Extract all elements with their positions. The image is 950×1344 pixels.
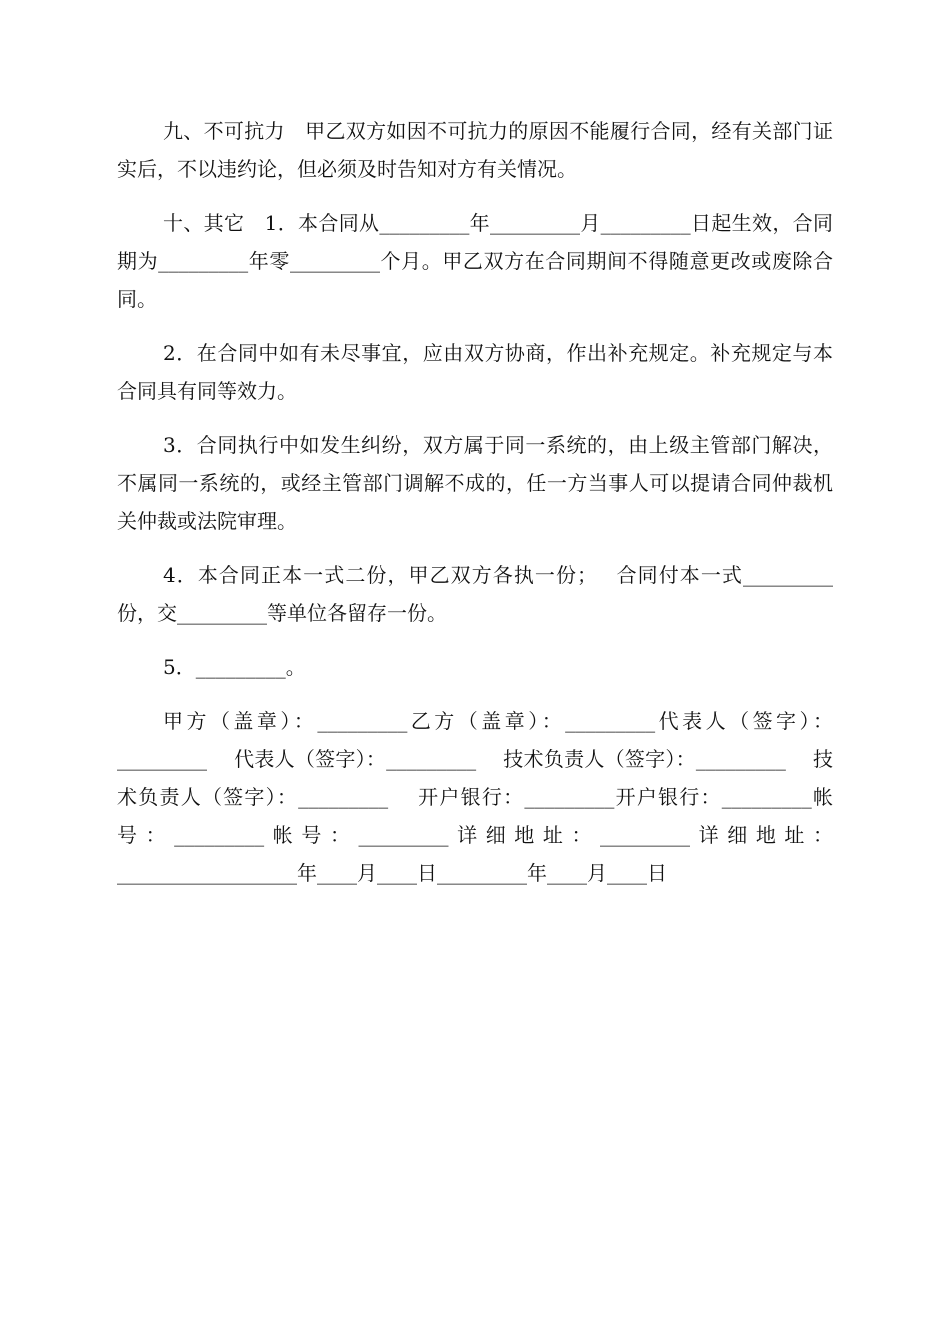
clause-five: 5．_________。 (163, 655, 306, 679)
clause-other-effective-date: 十、其它 1．本合同从_________年_________月_________日起生效，合同期为_________年零_________个月。甲乙双方在合同期间不得随意更改或废除合同。 (117, 211, 833, 311)
clause-supplement: 2．在合同中如有未尽事宜，应由双方协商，作出补充规定。补充规定与本合同具有同等效力。 (117, 341, 833, 403)
clause-copies: 4．本合同正本一式二份，甲乙双方各执一份； 合同付本一式_________份，交_________等单位各留存一份。 (117, 563, 833, 625)
signature-block: 甲方（盖章）：_________乙方（盖章）：_________代表人（签字）：_________ 代表人（签字）：_________ 技术负责人（签字）：_________ 技术负责人（签字）：_________ 开户银行：_________开户银行：_________帐号：_________帐号：_________详细地址：_________详细地址：__________________年____月____日_________年____月____日 (117, 709, 833, 885)
clause-dispute: 3．合同执行中如发生纠纷，双方属于同一系统的，由上级主管部门解决，不属同一系统的，或经主管部门调解不成的，任一方当事人可以提请合同仲裁机关仲裁或法院审理。 (117, 433, 833, 533)
clause-force-majeure: 九、不可抗力 甲乙双方如因不可抗力的原因不能履行合同，经有关部门证实后，不以违约论，但必须及时告知对方有关情况。 (117, 119, 833, 181)
contract-body (117, 112, 833, 908)
